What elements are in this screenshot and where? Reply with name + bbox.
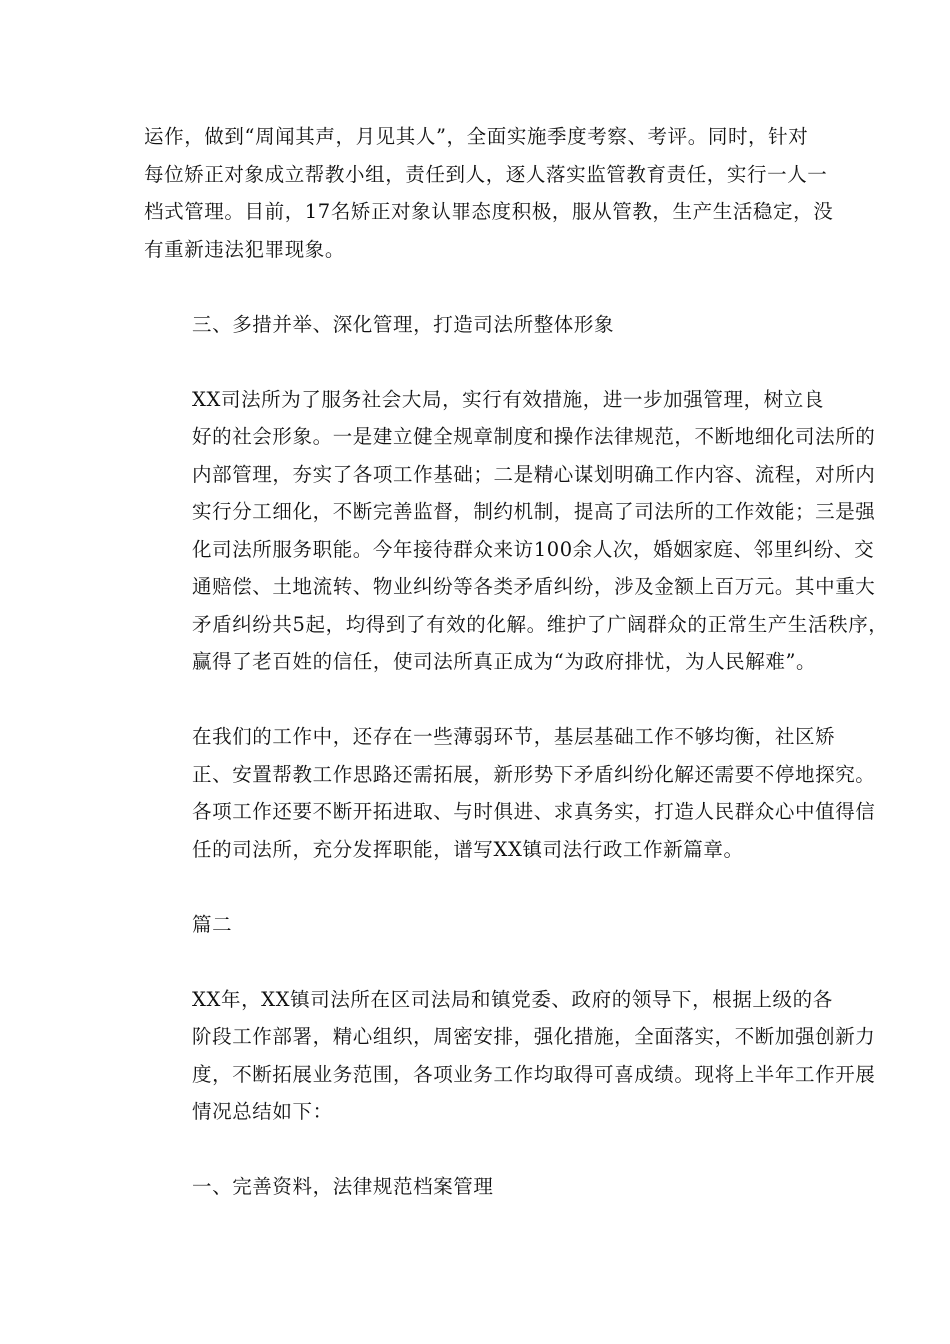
text-line: XX年，XX镇司法所在区司法局和镇党委、政府的领导下，根据上级的各 [192,987,833,1011]
text-line: 内部管理，夯实了各项工作基础；二是精心谋划明确工作内容、流程，对所内 [192,462,876,486]
paragraph-intro-part-two [144,981,876,1131]
text-line: 正、安置帮教工作思路还需拓展，新形势下矛盾纠纷化解还需要不停地探究。 [192,762,876,786]
section-heading-3: 三、多措并举、深化管理，打造司法所整体形象 [192,312,615,336]
text-line: 矛盾纠纷共5起，均得到了有效的化解。维护了广阔群众的正常生产生活秩序， [192,612,889,636]
text-line: 在我们的工作中，还存在一些薄弱环节，基层基础工作不够均衡，社区矫 [192,725,836,748]
text-line: 运作，做到“周闻其声，月见其人”，全面实施季度考察、考评。同时，针对 [144,125,809,148]
section-heading-1: 一、完善资料，法律规范档案管理 [192,1175,494,1198]
text-line: 化司法所服务职能。今年接待群众来访100余人次，婚姻家庭、邻里纠纷、交 [192,537,875,561]
text-line: 阶段工作部署，精心组织，周密安排，强化措施，全面落实，不断加强创新力 [192,1025,876,1048]
text-line: 度，不断拓展业务范围，各项业务工作均取得可喜成绩。现将上半年工作开展 [192,1062,876,1086]
text-line: 赢得了老百姓的信任，使司法所真正成为“为政府排忧，为人民解难”。 [192,650,817,673]
paragraph-shortcomings [144,718,876,868]
text-line: 情况总结如下： [192,1100,333,1123]
section-title-part-two: 篇二 [192,912,233,936]
text-line: 每位矫正对象成立帮教小组，责任到人，逐人落实监管教育责任，实行一人一 [144,162,828,186]
text-line: 有重新违法犯罪现象。 [144,237,346,261]
text-line: 通赔偿、土地流转、物业纠纷等各类矛盾纠纷，涉及金额上百万元。其中重大 [192,575,876,598]
text-line: 实行分工细化，不断完善监督，制约机制，提高了司法所的工作效能；三是强 [192,500,876,523]
text-line: 好的社会形象。一是建立健全规章制度和操作法律规范，不断地细化司法所的 [192,425,876,448]
text-line: 各项工作还要不断开拓进取、与时俱进、求真务实，打造人民群众心中值得信 [192,800,876,823]
text-line: XX司法所为了服务社会大局，实行有效措施，进一步加强管理，树立良 [192,387,824,411]
document-body [144,118,889,1243]
text-line: 任的司法所，充分发挥职能，谱写XX镇司法行政工作新篇章。 [192,837,744,861]
paragraph-management [144,381,889,681]
text-line: 档式管理。目前，17名矫正对象认罪态度积极，服从管教，生产生活稳定，没 [144,200,834,223]
paragraph-supervision-continued [144,118,834,268]
